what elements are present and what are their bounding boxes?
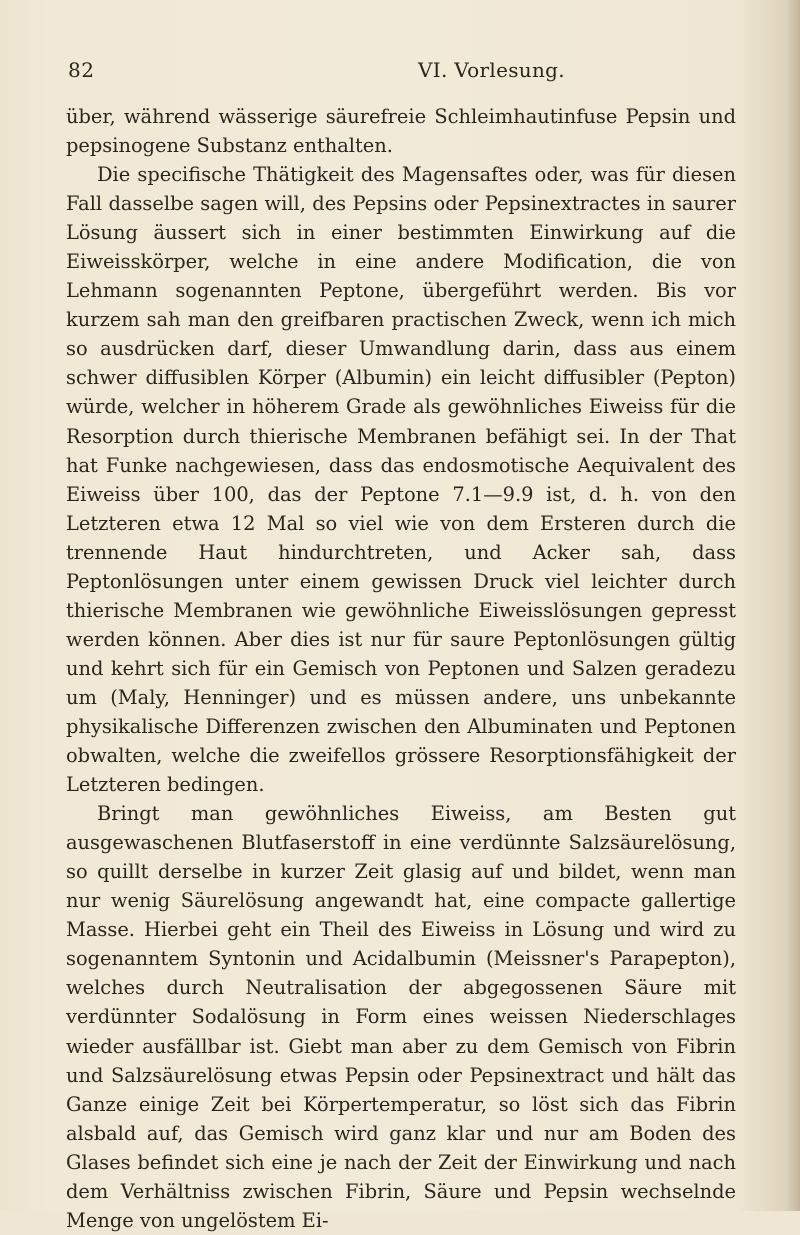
page-edge-shadow	[786, 0, 800, 1211]
body-text	[66, 102, 736, 1235]
paragraph-peptone-function: Die specifische Thätigkeit des Magensaftes oder, was für diesen Fall dasselbe sagen will, des Pepsins oder Pepsinextractes in saurer Lösung äussert sich in einer bestimmten Einwirkung auf die Eiweisskörper, welche in eine andere Modification, die von Lehmann sogenannten Peptone, übergeführt werden. Bis vor kurzem sah man den greifbaren practischen Zweck, wenn ich mich so ausdrücken darf, dieser Umwandlung darin, dass aus einem schwer diffusiblen Körper (Albumin) ein leicht diffusibler (Pepton) würde, welcher in höherem Grade als gewöhnliches Eiweiss für die Resorption durch thierische Membranen befähigt sei. In der That hat Funke nachgewiesen, dass das endosmotische Aequivalent des Eiweiss über 100, das der Peptone 7.1—9.9 ist, d. h. von den Letzteren etwa 12 Mal so viel wie von dem Ersteren durch die trennende Haut hindurchtreten, und Acker sah, dass Peptonlösungen unter einem gewissen Druck viel leichter durch thierische Membranen wie gewöhnliche Eiweisslösungen gepresst werden können. Aber dies ist nur für saure Peptonlösungen gültig und kehrt sich für ein Gemisch von Peptonen und Salzen geradezu um (Maly, Henninger) und es müssen andere, uns unbekannte physikalische Differenzen zwischen den Albuminaten und Peptonen obwalten, welche die zweifellos grössere Resorptionsfähigkeit der Letzteren bedingen.	[66, 163, 736, 797]
page-header	[0, 58, 800, 88]
running-title: VI. Vorlesung.	[418, 58, 565, 82]
paragraph-fibrin-digestion: Bringt man gewöhnliches Eiweiss, am Besten gut ausgewaschenen Blutfaserstoff in eine verdünnte Salzsäurelösung, so quillt derselbe in kurzer Zeit glasig auf und bildet, wenn man nur wenig Säurelösung angewandt hat, eine compacte gallertige Masse. Hierbei geht ein Theil des Eiweiss in Lösung und wird zu sogenanntem Syntonin und Acidalbumin (Meissner's Parapepton), welches durch Neutralisation der abgegossenen Säure mit verdünnter Sodalösung in Form eines weissen Niederschlages wieder ausfällbar ist. Giebt man aber zu dem Gemisch von Fibrin und Salzsäurelösung etwas Pepsin oder Pepsinextract und hält das Ganze einige Zeit bei Körpertemperatur, so löst sich das Fibrin alsbald auf, das Gemisch wird ganz klar und nur am Boden des Glases befindet sich eine je nach der Zeit der Einwirkung und nach dem Verhältniss zwischen Fibrin, Säure und Pepsin wechselnde Menge von ungelöstem Ei-	[66, 802, 736, 1232]
paragraph-continuation: über, während wässerige säurefreie Schleimhautinfuse Pepsin und pepsinogene Substanz enthalten.	[66, 105, 736, 158]
page-number: 82	[68, 58, 95, 82]
